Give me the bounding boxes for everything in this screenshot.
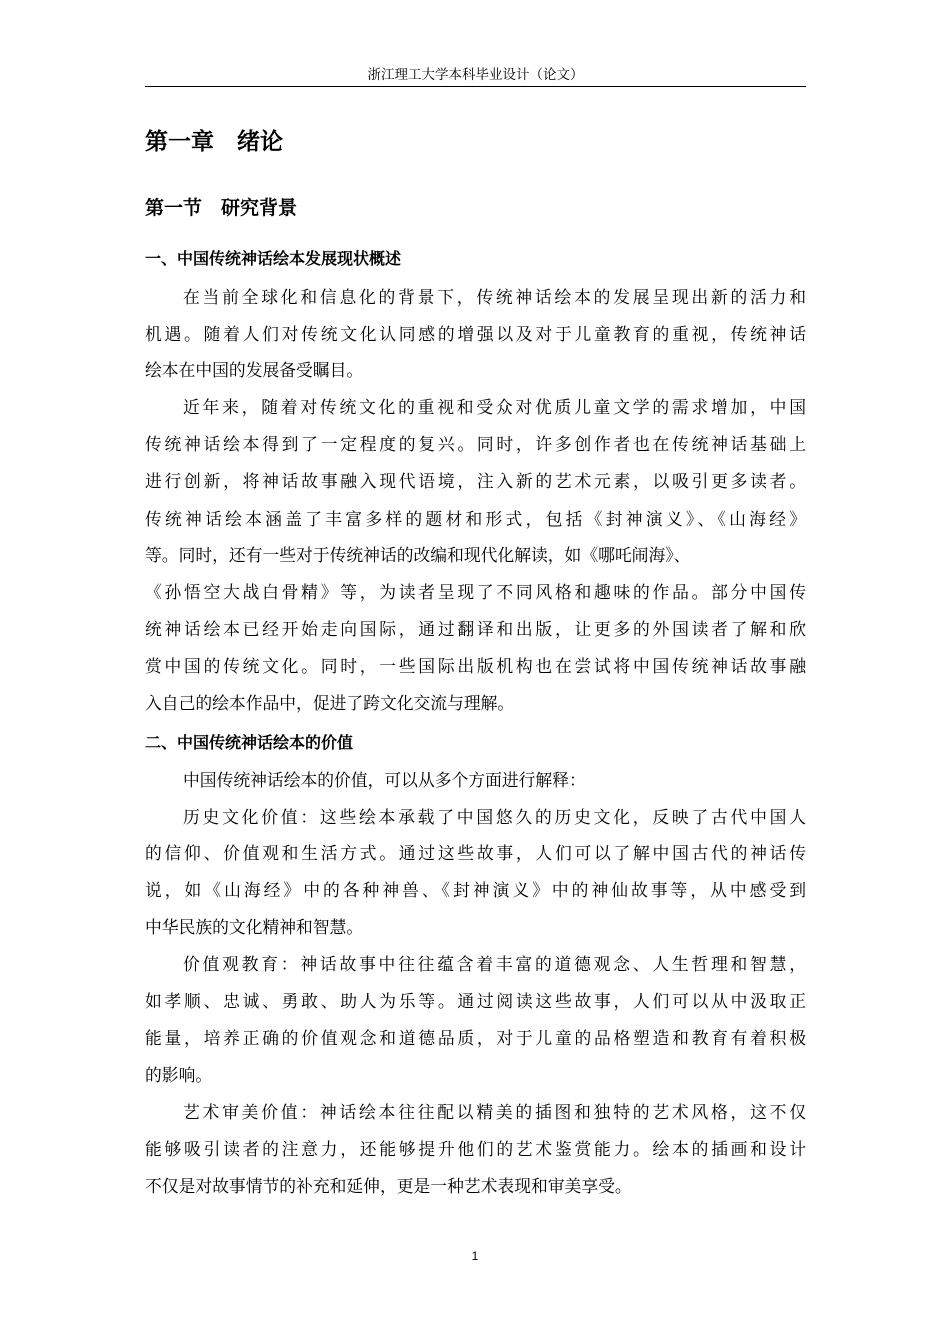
paragraph-line: 能够吸引读者的注意力，还能够提升他们的艺术鉴赏能力。绘本的插画和设计: [145, 1139, 806, 1159]
paragraph-line: 在当前全球化和信息化的背景下，传统神话绘本的发展呈现出新的活力和: [183, 287, 806, 307]
paragraph-line: 统神话绘本已经开始走向国际，通过翻译和出版，让更多的外国读者了解和欣: [145, 619, 806, 639]
paragraph-line: 历史文化价值：这些绘本承载了中国悠久的历史文化，反映了古代中国人: [183, 807, 806, 827]
paragraph-line: 等。同时，还有一些对于传统神话的改编和现代化解读，如《哪吒闹海》、: [145, 545, 691, 565]
paragraph-line: 赏中国的传统文化。同时，一些国际出版机构也在尝试将中国传统神话故事融: [145, 656, 806, 676]
subsection-heading: 一、中国传统神话绘本发展现状概述: [145, 249, 402, 268]
section-title: 第一节 研究背景: [145, 197, 298, 219]
paragraph-line: 的信仰、价值观和生活方式。通过这些故事，人们可以了解中国古代的神话传: [145, 843, 806, 863]
paragraph-line: 中华民族的文化精神和智慧。: [145, 917, 364, 937]
paragraph-line: 传统神话绘本得到了一定程度的复兴。同时，许多创作者也在传统神话基础上: [145, 434, 806, 454]
paragraph-line: 能量，培养正确的价值观念和道德品质，对于儿童的品格塑造和教育有着积极: [145, 1028, 806, 1048]
paragraph-line: 进行创新，将神话故事融入现代语境，注入新的艺术元素，以吸引更多读者。: [145, 471, 806, 491]
paragraph-line: 价值观教育：神话故事中往往蕴含着丰富的道德观念、人生哲理和智慧，: [183, 954, 806, 974]
header-rule: [145, 86, 806, 87]
paragraph-line: 不仅是对故事情节的补充和延伸，更是一种艺术表现和审美享受。: [145, 1176, 632, 1196]
page-number: 1: [471, 1249, 479, 1263]
paragraph-line: 绘本在中国的发展备受瞩目。: [145, 360, 364, 380]
running-header: 浙江理工大学本科毕业设计（论文）: [367, 67, 584, 83]
paragraph-line: 《孙悟空大战白骨精》等，为读者呈现了不同风格和趣味的作品。部分中国传: [145, 582, 806, 602]
paragraph-line: 入自己的绘本作品中，促进了跨文化交流与理解。: [145, 693, 515, 713]
paragraph-line: 说，如《山海经》中的各种神兽、《封神演义》中的神仙故事等，从中感受到: [145, 880, 806, 900]
paragraph-line: 机遇。随着人们对传统文化认同感的增强以及对于儿童教育的重视，传统神话: [145, 324, 806, 344]
paragraph-line: 如孝顺、忠诚、勇敢、助人为乐等。通过阅读这些故事，人们可以从中汲取正: [145, 991, 806, 1011]
paragraph-line: 近年来，随着对传统文化的重视和受众对优质儿童文学的需求增加，中国: [183, 397, 806, 417]
paragraph-line: 中国传统神话绘本的价值，可以从多个方面进行解释：: [183, 770, 586, 790]
paragraph-line: 的影响。: [145, 1065, 213, 1085]
paragraph-line: 传统神话绘本涵盖了丰富多样的题材和形式，包括《封神演义》、《山海经》: [145, 509, 806, 529]
chapter-title: 第一章 绪论: [145, 129, 283, 155]
subsection-heading: 二、中国传统神话绘本的价值: [145, 733, 354, 752]
paragraph-line: 艺术审美价值：神话绘本往往配以精美的插图和独特的艺术风格，这不仅: [183, 1102, 806, 1122]
